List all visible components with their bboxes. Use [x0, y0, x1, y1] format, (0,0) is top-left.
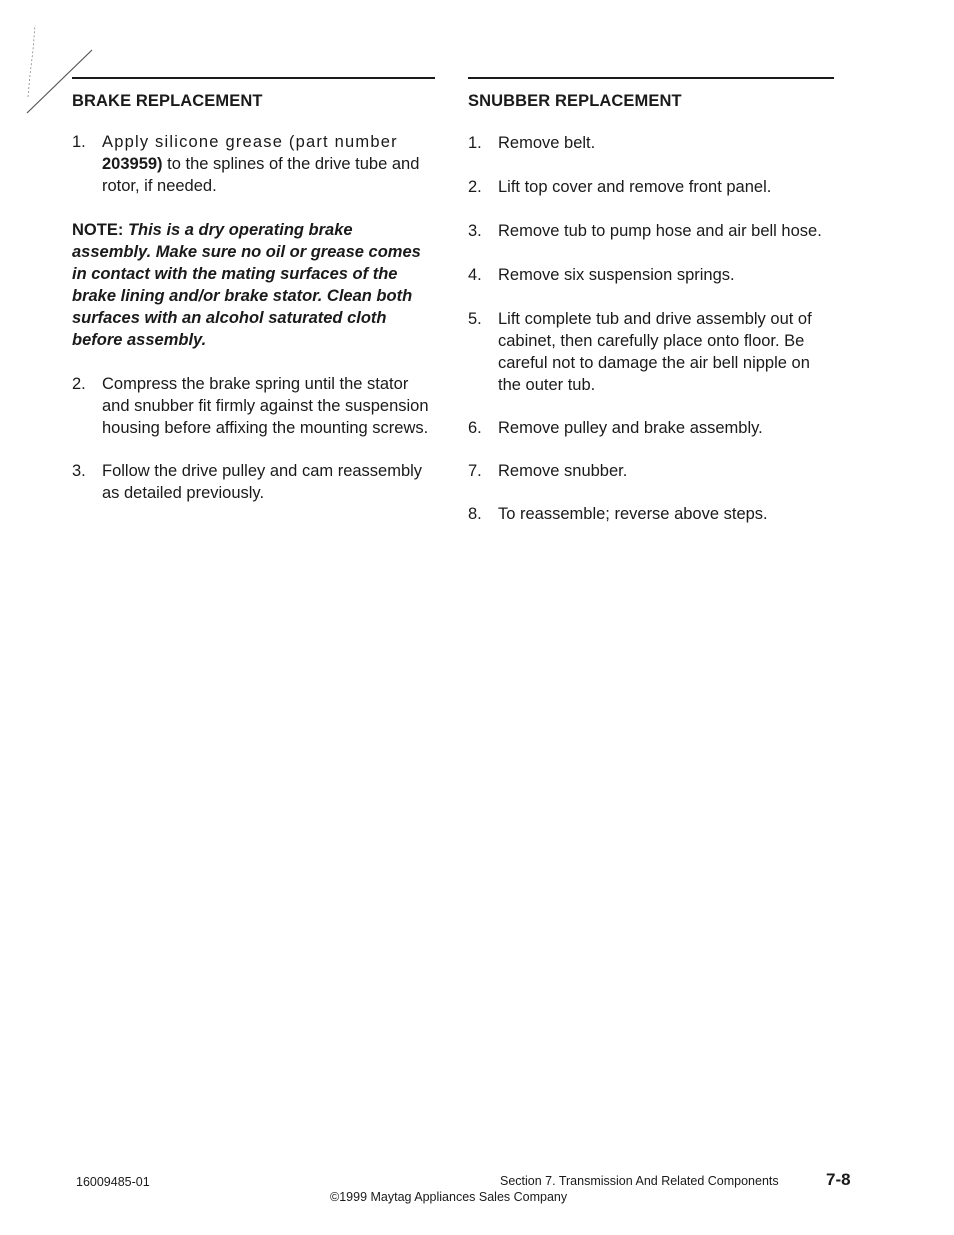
footer-section-title: Section 7. Transmission And Related Components — [500, 1174, 779, 1188]
step-number: 2. — [468, 178, 482, 196]
step-text: to the splines of the drive tube and rotor, if needed. — [102, 155, 420, 195]
step-item — [468, 176, 834, 198]
step-text: Remove six suspension springs. — [498, 266, 735, 284]
section-heading: SNUBBER REPLACEMENT — [468, 92, 682, 110]
step-item — [468, 417, 834, 439]
step-item — [72, 373, 435, 439]
step-item — [468, 460, 834, 482]
section-rule — [72, 77, 435, 79]
section-heading: BRAKE REPLACEMENT — [72, 92, 263, 110]
part-number: 203959) — [102, 155, 163, 173]
step-text: Lift top cover and remove front panel. — [498, 178, 772, 196]
step-number: 3. — [72, 462, 86, 480]
step-text: Compress the brake spring until the stator and snubber fit firmly against the suspension housing before affixing the mounting screws. — [102, 375, 429, 437]
page-number: 7-8 — [826, 1170, 851, 1189]
step-item — [468, 308, 834, 396]
step-number: 4. — [468, 266, 482, 284]
step-text: Remove snubber. — [498, 462, 628, 480]
brake-replacement-section — [72, 77, 435, 504]
step-number: 1. — [468, 134, 482, 152]
step-text-line1: Apply silicone grease (part number — [102, 133, 398, 151]
step-text: Remove tub to pump hose and air bell hose. — [498, 222, 822, 240]
brake-steps-continued — [72, 373, 435, 504]
step-text: Remove belt. — [498, 134, 596, 152]
snubber-steps — [468, 132, 834, 525]
snubber-replacement-section — [468, 77, 834, 525]
copyright-notice: ©1999 Maytag Appliances Sales Company — [330, 1190, 568, 1204]
step-item — [468, 503, 834, 525]
step-text: Lift complete tub and drive assembly out of cabinet, then carefully place onto floor. Be careful not to damage the air bell nipple on the outer tub. — [498, 310, 812, 394]
step-item — [468, 132, 834, 154]
note-block — [72, 219, 435, 351]
note-text: This is a dry operating brake assembly. Make sure no oil or grease comes in contact with the mating surfaces of the brake lining and/or brake stator. Clean both surfaces with an alcohol saturated cloth before assembly. — [72, 221, 421, 349]
document-number: 16009485-01 — [76, 1175, 150, 1189]
step-item — [468, 220, 834, 242]
step-number: 8. — [468, 505, 482, 523]
step-number: 3. — [468, 222, 482, 240]
brake-steps — [72, 131, 435, 197]
step-text: Remove pulley and brake assembly. — [498, 419, 763, 437]
section-rule — [468, 77, 834, 79]
step-number: 1. — [72, 133, 86, 151]
step-number: 2. — [72, 375, 86, 393]
step-item — [468, 264, 834, 286]
note-label: NOTE: — [72, 221, 124, 239]
step-text: Follow the drive pulley and cam reassembly as detailed previously. — [102, 462, 423, 502]
step-number: 7. — [468, 462, 482, 480]
step-number: 5. — [468, 310, 482, 328]
step-item — [72, 131, 435, 197]
step-number: 6. — [468, 419, 482, 437]
step-text: To reassemble; reverse above steps. — [498, 505, 768, 523]
step-item — [72, 460, 435, 504]
